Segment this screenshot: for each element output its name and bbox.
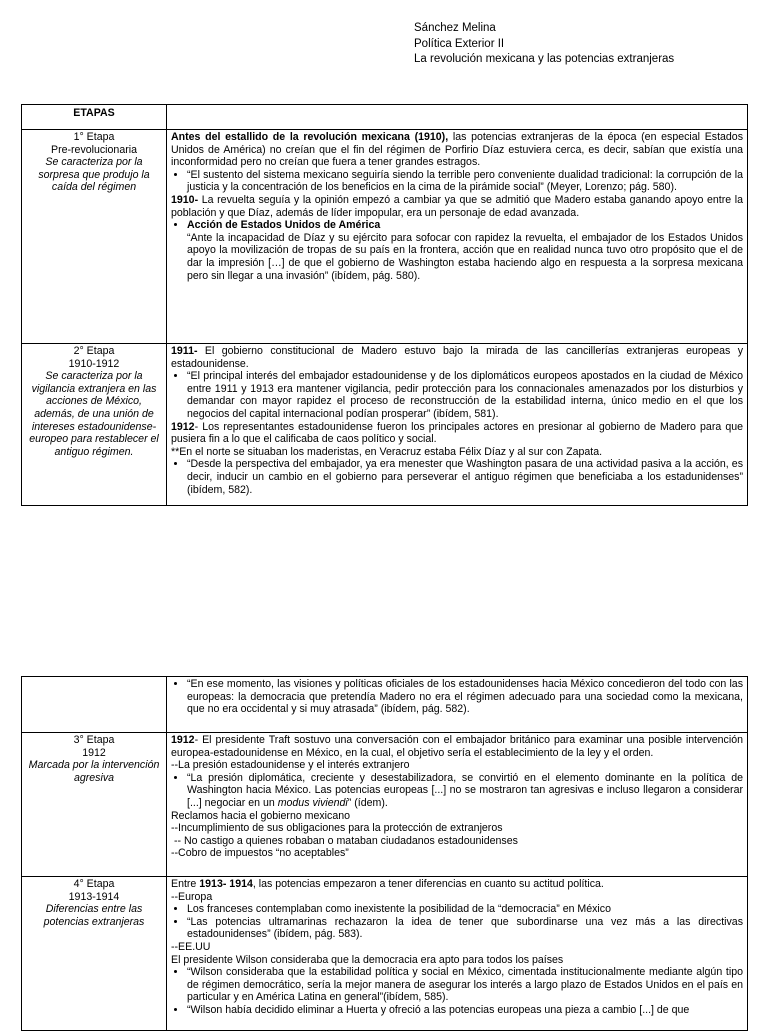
quote-list [171, 169, 743, 194]
quote-list [171, 370, 743, 420]
stage-label-2 [22, 344, 167, 506]
stage-number: 2° Etapa [73, 345, 115, 357]
stage-number: 3° Etapa [73, 734, 115, 746]
section-heading: • Acción de Estados Unidos de América [187, 219, 743, 232]
course-name: Política Exterior II [414, 37, 505, 50]
stage-label-3 [22, 733, 167, 877]
stages-table-2 [21, 676, 748, 1031]
claim-item: -- No castigo a quienes robaban o mataban ciudadanos estadounidenses [171, 834, 518, 847]
quote-list [171, 966, 743, 1016]
subheading: --La presión estadounidense y el interés extranjero [171, 759, 410, 772]
stage-description: Se caracteriza por la vigilancia extranjera en las acciones de México, además, de una unión de intereses estadounidense-europeo para restablecer el antiguo régimen. [29, 370, 159, 458]
author-name: Sánchez Melina [414, 22, 496, 34]
quote: • “El sustento del sistema mexicano seguiría siendo la terrible pero conveniente dualidad tradicional: la corrupción de la justicia y la concentración de los beneficios en la cima de la pirámide social” (Meyer, Lorenzo; pág. 580). [187, 169, 743, 194]
quote-cut: • “Wilson había decidido eliminar a Huerta y ofreció a las potencias europeas una pieza a cambio [...] de que [187, 1004, 743, 1017]
paragraph: 1911- El gobierno constitucional de Madero estuvo bajo la mirada de las cancillerías extranjeras europeas y estadounidense. [171, 345, 743, 370]
stage-years: 1913-1914 [68, 890, 120, 903]
stage-label-4 [22, 877, 167, 1031]
paragraph: Antes del estallido de la revolución mexicana (1910), las potencias extranjeras de la época (en especial Estados Unidos de América) no creían que el fin del régimen de Porfirio Díaz estuviera cerca, es decir, sabían que existía una inconformidad pero no creían que fuera a tener grandes estragos. [171, 131, 743, 169]
stage-name: Pre-revolucionaria [51, 143, 137, 156]
table-header-row [22, 105, 748, 130]
stage-description: Marcada por la intervención agresiva [28, 759, 160, 784]
stage-number: 1° Etapa [73, 131, 115, 143]
quote: • “En ese momento, las visiones y políticas oficiales de los estadounidenses hacia México concedieron del todo con las europeas: la democracia que pretendía Madero no era el régimen adecuado para una sociedad como la mexicana, que no era occidental y si muy atrasada” (ibídem, pág. 582). [187, 678, 743, 716]
quote: • “Las potencias ultramarinas rechazaron la idea de tener que subordinarse una vez más a las directivas estadounidenses” (ibídem, pág. 583). [187, 916, 743, 941]
quote: • “La presión diplomática, creciente y desestabilizadora, se convirtió en el elemento dominante en la política de Washington hacia México. Las potencias europeas [...] no se mostraron tan agresivas e incluso llegaron a considerar [...] negociar en un modus viviendi” (ídem). [187, 772, 743, 810]
continued-content [167, 677, 748, 733]
paragraph: 1910- La revuelta seguía y la opinión empezó a cambiar ya que se admitió que Madero estaba ganando apoyo entre la población y que Díaz, además de líder impopular, era un personaje de edad avanzada. [171, 193, 743, 219]
stage-row-1 [22, 130, 748, 344]
paragraph: 1912- Los representantes estadounidense fueron los principales actores en presionar al gobierno de Madero para que pusiera fin a lo que el calificaba de caos político y social. [171, 420, 743, 446]
empty-header-cell [167, 105, 748, 130]
quote-list [171, 903, 743, 941]
list-item: • Los franceses contemplaban como inexistente la posibilidad de la “democracia” en México [187, 903, 743, 916]
etapas-heading: ETAPAS [22, 105, 167, 130]
quote-list [171, 458, 743, 496]
note: **En el norte se situaban los maderistas, en Veracruz estaba Félix Díaz y al sur con Zapata. [171, 445, 603, 458]
document-header [414, 21, 674, 68]
subheading: --Europa [171, 890, 213, 903]
quote-list [171, 678, 743, 716]
continued-row [22, 677, 748, 733]
quote: • “El principal interés del embajador estadounidense y de los diplomáticos europeos apostados en la ciudad de México entre 1911 y 1913 era mantener vigilancia, pedir protección para los connacionales amenazados por los disturbios y demandar con mayor rapidez el proceso de reconstrucción de la estabilidad interna, único medio en el que los negocios del capital internacional podían prosperar” (ibídem, 581). [187, 370, 743, 420]
stage-years: 1910-1912 [68, 357, 120, 370]
empty-label-cell [22, 677, 167, 733]
stages-table-1 [21, 104, 748, 506]
stage-content-2 [167, 344, 748, 506]
paragraph: Entre 1913- 1914, las potencias empezaron a tener diferencias en cuanto su actitud política. [171, 878, 604, 890]
paragraph: El presidente Wilson consideraba que la democracia era apto para todos los países [171, 953, 564, 966]
subheading: --EE.UU [171, 940, 211, 953]
claim-item: --Incumplimiento de sus obligaciones para la protección de extranjeros [171, 822, 503, 835]
stage-number: 4° Etapa [73, 878, 115, 890]
stage-content-1 [167, 130, 748, 344]
claim-item: --Cobro de impuestos “no aceptables” [171, 847, 349, 860]
stage-description: Se caracteriza por la sorpresa que produjo la caída del régimen [38, 156, 150, 194]
stage-row-2 [22, 344, 748, 506]
stage-years: 1912 [82, 746, 106, 759]
claims-heading: Reclamos hacia el gobierno mexicano [171, 809, 351, 822]
stage-row-3 [22, 733, 748, 877]
quote: • “Desde la perspectiva del embajador, ya era menester que Washington pasara de una actividad pasiva a la acción, es decir, inducir un cambio en el gobierno para perseverar el antiguo régimen que beneficiaba a los estadunidenses” (ibídem, 582). [187, 458, 743, 496]
stage-content-4 [167, 877, 748, 1031]
quote-list [171, 772, 743, 810]
section-list [171, 219, 743, 232]
stage-content-3 [167, 733, 748, 877]
paragraph: 1912- El presidente Traft sostuvo una conversación con el embajador británico para examinar una posible intervención europea-estadounidense en México, en la cual, el objetivo sería el establecimiento de la ley y el orden. [171, 734, 743, 759]
stage-label-1 [22, 130, 167, 344]
quote: “Ante la incapacidad de Díaz y su ejército para sofocar con rapidez la revuelta, el embajador de los Estados Unidos apoyo la movilización de tropas de su país en la frontera, acción que en realidad nunca tuvo otro propósito que el de dar la impresión […] de que el gobierno de Washington estaba haciendo algo en respuesta a la sorpresa mexicana pero sin llegar a una invasión” (ibídem, pág. 580). [187, 231, 743, 282]
stage-row-4 [22, 877, 748, 1031]
document-topic: La revolución mexicana y las potencias extranjeras [414, 53, 675, 65]
stage-description: Diferencias entre las potencias extranjeras [43, 903, 145, 928]
quote: • “Wilson consideraba que la estabilidad política y social en México, cimentada institucionalmente mediante algún tipo de régimen democrático, sería la mejor manera de asegurar los interés a largo plazo de Estados Unidos en el país en particular y en América Latina en general”(ibídem, 585). [187, 966, 743, 1004]
